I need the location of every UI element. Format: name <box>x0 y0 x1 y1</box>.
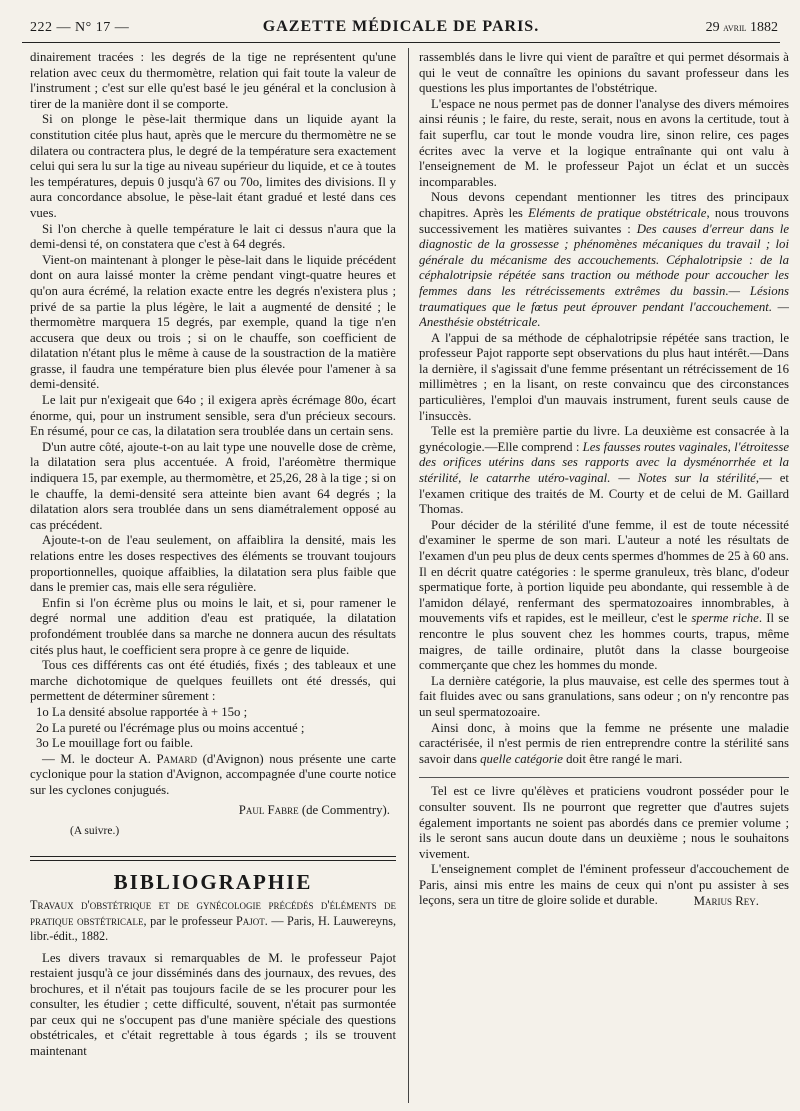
book-reference <box>30 898 396 944</box>
paragraph: L'enseignement complet de l'éminent professeur d'accouchement de Paris, ainsi mis entre les mains de ceux qui n'ont pu assister à ses leçons, sera un titre de gloire solide et durable. <box>419 862 789 908</box>
paragraph: D'un autre côté, ajoute-t-on au lait type une nouvelle dose de crème, la dilatation sera plus accentuée. A froid, l'aréomètre thermique indiquera 15, par exemple, au thermomètre, et 25,26, 28 à la tige ; si on le chauffe, la demi-densité sera atteinte bien avant 64 degrés ; la dilatation alors sera troublée dans un sens diamétralement opposé au cas précédent. <box>30 439 396 532</box>
journal-title: GAZETTE MÉDICALE DE PARIS. <box>262 18 540 35</box>
text-fragment: (d'Avignon) nous présente une carte cyclonique pour la station d'Avignon, accompagnée d'une courte notice sur les cyclones conjugués. <box>30 751 396 797</box>
text-fragment: doit être rangé le mari. <box>562 751 683 766</box>
text-fragment: Telle est la première partie du livre. La deuxième est consacrée à la gynécologie.—Elle comprend : <box>419 424 789 454</box>
page-number: 222 — N° 17 — <box>30 20 130 35</box>
italic-term: sperme riche <box>691 611 759 626</box>
text-fragment: ,— et l'examen critique des traités de M. Courty et de celui de M. Gaillard Thomas. <box>419 471 789 517</box>
paragraph: Si on plonge le pèse-lait thermique dans un liquide ayant la constitution citée plus haut, après que le mercure du thermomètre ne se dilatera ou contractera plus, le degré de la température sera exactement celui qui sera lu sur la tige au niveau supérieur du liquide, et ce à toutes les températures, depuis 0 jusqu'à 67 ou 70o, limites des divisions. Il y aura concordance absolue, le pèse-lait étant gradué et lesté dans ces vues. <box>30 112 396 220</box>
issue-date <box>706 20 778 36</box>
page-header <box>22 14 780 43</box>
text-fragment: , nous trouvons successivement les matières suivantes : <box>419 205 789 236</box>
italic-chapter-list: Des causes d'erreur dans le diagnostic de la grossesse ; phénomènes mécaniques du travail ; loi générale du mécanisme des accouchements. Céphalotripsie : de la céphalotripsie répétée sans traction ou méthode pour accoucher les femmes dans les rétrécissements extrêmes du bassin.— Lésions traumatiques que le fœtus peut éprouver pendant l'accouchement. — Anesthésie obstétricale. <box>419 221 789 330</box>
list-item: 1o La densité absolue rapportée à + 15o ; <box>36 704 248 719</box>
paragraph <box>419 190 789 330</box>
paragraph: dinairement tracées : les degrés de la tige ne représentent qu'une relation avec ceux du thermomètre, relation qui fait toute la valeur de l'instrument ; c'est sur elle qu'est basé le jeu général et la conclusion à tirer de la manière dont il se comporte. <box>30 50 396 111</box>
list-item: 3o Le mouillage fort ou faible. <box>36 736 194 751</box>
paragraph: Enfin si l'on écrème plus ou moins le lait, et si, pour ramener le degré normal une addition d'eau est pratiquée, la dilatation profondément troublée dans sa marche ne donnera aucun des résultats cités plus haut, le coefficient sera propre à ce genre de liquide. <box>30 595 396 657</box>
date-month: avril <box>723 20 747 34</box>
date-day: 29 <box>705 20 720 35</box>
italic-title: Eléments de pratique obstétricale <box>528 205 707 220</box>
paragraph: Vient-on maintenant à plonger le pèse-lait dans le liquide précédent dont on aura laissé monter la crème pendant vingt-quatre heures et qu'on aura écrémé, la relation exacte entre les degrés n'existera plus ; privé de sa partie la plus légère, le lait a augmenté de densité ; le thermomètre marquera 15 degrés, par exemple, quand la tige n'en accusera que deux ou trois ; si on le chauffe, son coefficient de dilatation n'étant plus le même à cause de la soustraction de la matière grasse, il faudra une température bien plus élevée pour l'amener à sa demi-densité. <box>30 252 396 392</box>
book-publisher: — Paris, H. Lauwereyns, libr.-édit., 1882. <box>30 913 396 944</box>
book-author: Pajot. <box>235 913 268 928</box>
paragraph: rassemblés dans le livre qui vient de paraître et qui permet désormais à qui le veut de connaître les opinions du savant professeur dans les questions les plus importantes de l'obstétrique. <box>419 50 789 96</box>
paragraph: Le lait pur n'exigeait que 64o ; il exigera après écrémage 80o, écart énorme, qui, pour un instrument sensible, sera d'un précieux secours. En résumé, pour ce cas, la dilatation sera troublée dans un certain sens. <box>30 393 396 439</box>
person-name: Pamard <box>156 751 198 766</box>
list-item: 2o La pureté ou l'écrémage plus ou moins accentué ; <box>36 720 305 735</box>
author-place: (de Commentry). <box>298 802 390 817</box>
divider <box>419 777 789 778</box>
author-signature: Marius Rey. <box>693 894 759 909</box>
left-column <box>30 50 396 1102</box>
text-fragment: Pour décider de la stérilité d'une femme, il est de toute nécessité d'examiner le sperme de son mari. L'auteur a noté les résultats de l'examen d'un peu plus de deux cents spermes d'hommes de 25 à 60 ans. Il en décrit quatre catégories : le sperme granuleux, très blanc, d'odeur spermatique forte, à portion liquide peu abondante, qui ressemble à de l'amidon délayé, renfermant des spermatozoaires innombrables, à mouvements vifs et rapides, est le meilleur, c'est le <box>419 517 789 626</box>
paragraph: La dernière catégorie, la plus mauvaise, est celle des spermes tout à fait fluides avec ou sans granulations, sans odeur ; on n'y rencontre pas un seul spermatozoaire. <box>419 673 789 719</box>
text-fragment: Ainsi donc, à moins que la femme ne présente une maladie caractérisée, il n'est permis de rien entreprendre contre la stérilité sans savoir dans <box>419 720 789 766</box>
italic-term: quelle catégorie <box>480 751 563 766</box>
text-fragment: . Il se rencontre le plus souvent chez les hommes courts, trapus, même maigres, de taille ordinaire, plutôt dans la classe bourgeoise commerçante que chez les hommes du monde. <box>419 611 789 673</box>
criteria-list <box>30 705 396 752</box>
italic-chapter-list: Les fausses routes vaginales, l'étroitesse des orifices utérins dans ses rapports avec la dysménorrhée et la stérilité, le catarrhe utéro-vaginal. — Notes sur la stérilité <box>419 439 789 486</box>
section-title: BIBLIOGRAPHIE <box>113 869 313 894</box>
paragraph: A l'appui de sa méthode de céphalotripsie répétée sans traction, le professeur Pajot rapporte sept observations du plus haut intérêt.—Dans la dernière, il s'agissait d'une femme présentant un rétrécissement de 16 millimètres ; en la lisant, on reste convaincu que des circonstances particulières, l'emploi d'un mauvais instrument, furent seuls cause de l'insuccès. <box>419 330 789 423</box>
paragraph <box>30 752 396 799</box>
paragraph: Les divers travaux si remarquables de M. le professeur Pajot restaient jusqu'à ce jour disséminés dans des journaux, des revues, des brochures, et il n'était pas toujours facile de se les procurer pour les consulter, les étudier ; cette difficulté, souvent, n'était pas surmontée par ceux qui ne s'occupent pas d'une manière spéciale des questions obstétricales, et c'était regrettable à tous égards ; ils se trouvent maintenant <box>30 950 396 1059</box>
text-fragment: — M. le docteur A. <box>42 751 157 766</box>
date-year: 1882 <box>750 20 778 35</box>
paragraph: L'espace ne nous permet pas de donner l'analyse des divers mémoires ainsi réunis ; le faire, du reste, serait, nous en avons la certitude, tout à fait superflu, car tout le monde voudra lire, sinon relire, ces pages écrites avec la verve et la logique entraînante qui ont valu à l'enseignement de M. le professeur Pajot un éclat et un succès incomparables. <box>419 96 789 189</box>
paragraph <box>419 721 789 768</box>
right-column <box>419 50 789 1102</box>
to-be-continued: (A suivre.) <box>70 825 120 838</box>
column-divider <box>408 48 409 1103</box>
section-divider <box>30 856 396 861</box>
paragraph: Si l'on cherche à quelle température le lait ci dessus n'aura que la demi-densi té, on constatera que c'est à 64 degrés. <box>30 221 396 252</box>
author-name: Paul Fabre <box>238 802 299 817</box>
text-fragment: Nous devons cependant mentionner les titres des principaux chapitres. Après les <box>419 190 789 220</box>
paragraph: Tous ces différents cas ont été étudiés, fixés ; des tableaux et une marche dichotomique de quelques feuillets ont été dressés, qui permettent de déterminer sûrement : <box>30 658 396 704</box>
paragraph: Tel est ce livre qu'élèves et praticiens voudront posséder pour le consulter souvent. Ils ne pourront que regretter que d'autres sujets également importants ne soient pas abordés dans ce premier volume ; ils le seront sans aucun doute dans un deuxième ; nous le souhaitons vivement. <box>419 784 789 861</box>
text-fragment: par le professeur <box>146 913 236 928</box>
paragraph: Ajoute-t-on de l'eau seulement, on affaiblira la densité, mais les relations entre les doses respectives des éléments se trouvant toujours proportionnelles, quoique affaiblies, la dilatation sera plus faible que dans le premier cas, mais elle sera régulière. <box>30 533 396 595</box>
paragraph <box>419 424 789 518</box>
book-title: Travaux d'obstétrique et de gynécologie précédés d'éléments de pratique obstétricale, <box>30 898 396 928</box>
paragraph <box>419 518 789 674</box>
author-signature <box>30 803 390 819</box>
